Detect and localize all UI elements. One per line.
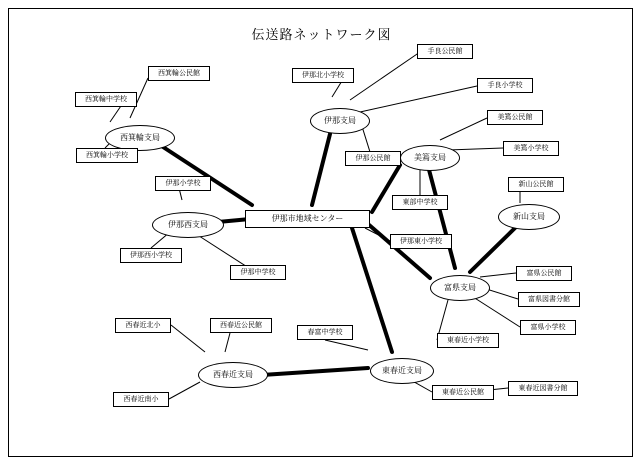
node-leaf[interactable]: 西春近公民館 [210,318,272,333]
node-hub-tomigata[interactable]: 富県支局 [430,275,490,301]
node-leaf[interactable]: 新山公民館 [508,177,564,192]
node-leaf[interactable]: 伊那公民館 [345,151,401,166]
node-leaf[interactable]: 伊那中学校 [230,265,286,280]
node-hub-higashiharuchika[interactable]: 東春近支局 [370,358,434,384]
node-leaf[interactable]: 伊那北小学校 [292,68,354,83]
node-hub-nishiminowa[interactable]: 西箕輪支局 [105,125,175,151]
node-leaf[interactable]: 美篶公民館 [487,110,543,125]
node-leaf[interactable]: 伊那小学校 [155,176,211,191]
node-leaf[interactable]: 春富中学校 [297,325,353,340]
node-hub-ina-nishi[interactable]: 伊那西支局 [152,212,224,238]
node-leaf[interactable]: 東春近図書分館 [508,381,578,396]
node-hub-nishiharuchika[interactable]: 西春近支局 [198,362,268,388]
node-leaf[interactable]: 富県小学校 [520,320,576,335]
node-hub-niiyama[interactable]: 新山支局 [498,204,560,230]
node-leaf[interactable]: 美篶小学校 [503,141,559,156]
node-leaf[interactable]: 手良小学校 [477,78,533,93]
node-leaf[interactable]: 西箕輪小学校 [76,148,138,163]
node-hub-misuzu[interactable]: 美篶支局 [400,145,460,171]
node-leaf[interactable]: 手良公民館 [417,44,473,59]
node-leaf[interactable]: 西春近南小 [113,392,169,407]
node-hub-ina[interactable]: 伊那支局 [310,108,370,134]
node-leaf[interactable]: 西箕輪公民館 [148,66,210,81]
node-leaf[interactable]: 伊那東小学校 [390,234,452,249]
node-leaf[interactable]: 富県公民館 [516,266,572,281]
node-leaf[interactable]: 東部中学校 [392,195,448,210]
node-center[interactable]: 伊那市地域センター [245,210,370,228]
node-leaf[interactable]: 東春近公民館 [432,385,494,400]
node-leaf[interactable]: 東春近小学校 [437,333,499,348]
page-title: 伝送路ネットワーク図 [251,27,392,42]
node-leaf[interactable]: 富県図書分館 [518,292,580,307]
node-leaf[interactable]: 西春近北小 [115,318,171,333]
node-leaf[interactable]: 伊那西小学校 [120,248,182,263]
node-leaf[interactable]: 西箕輪中学校 [75,92,137,107]
